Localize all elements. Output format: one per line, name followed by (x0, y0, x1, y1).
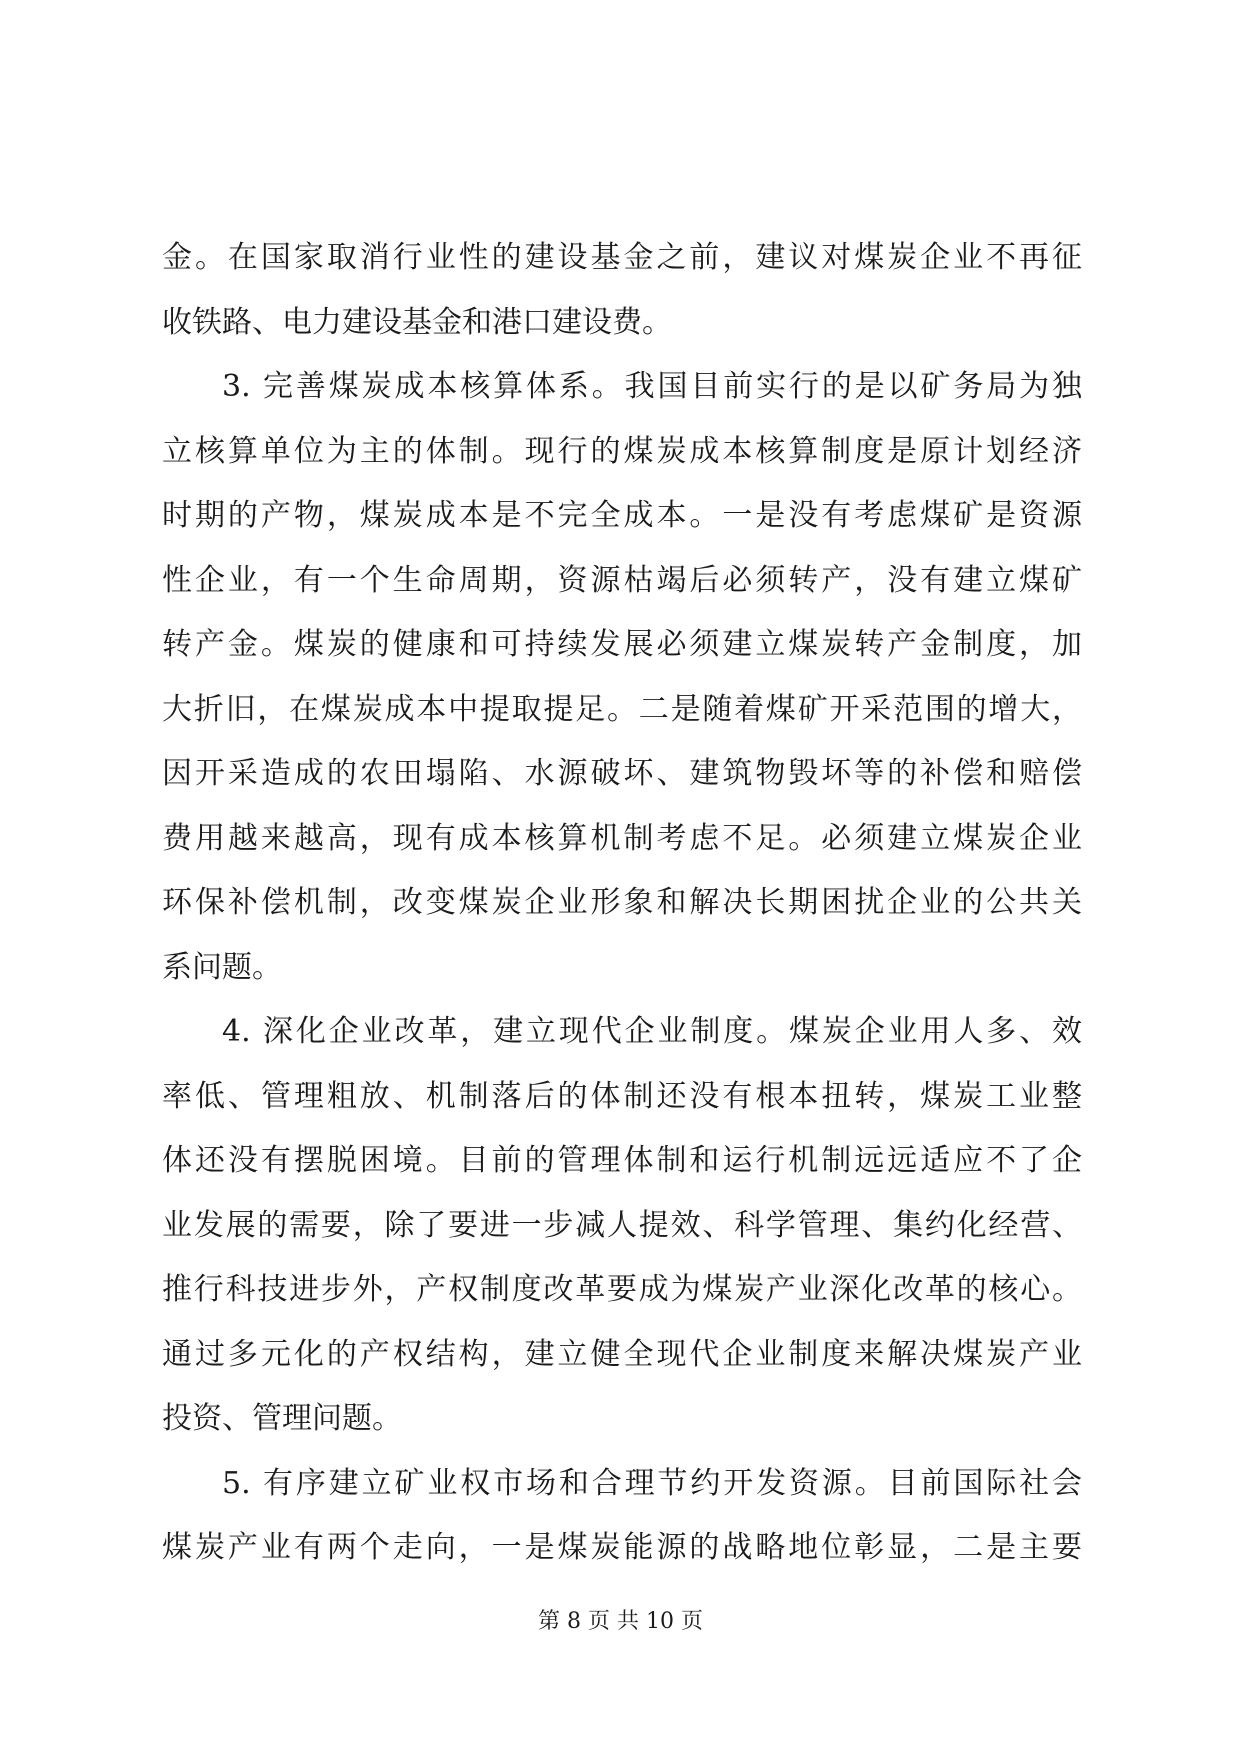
text-line: 5. 有序建立矿业权市场和合理节约开发资源。目前国际社会 (222, 1465, 1082, 1501)
text-line: 立核算单位为主的体制。现行的煤炭成本核算制度是原计划经济 (162, 433, 1082, 469)
page-footer: 第 8 页 共 10 页 (538, 1609, 703, 1634)
text-line: 体还没有摆脱困境。目前的管理体制和运行机制远远适应不了企 (162, 1143, 1082, 1178)
text-line: 投资、管理问题。 (162, 1401, 402, 1436)
text-line: 时期的产物，煤炭成本是不完全成本。一是没有考虑煤矿是资源 (162, 498, 1082, 533)
body-text (162, 226, 1082, 1581)
text-line: 3. 完善煤炭成本核算体系。我国目前实行的是以矿务局为独 (222, 369, 1082, 404)
text-line: 性企业，有一个生命周期，资源枯竭后必须转产，没有建立煤矿 (162, 562, 1082, 598)
text-line: 金。在国家取消行业性的建设基金之前，建议对煤炭企业不再征 (162, 240, 1082, 275)
text-line: 收铁路、电力建设基金和港口建设费。 (162, 304, 672, 340)
text-line: 费用越来越高，现有成本核算机制考虑不足。必须建立煤炭企业 (162, 820, 1082, 856)
text-line: 推行科技进步外，产权制度改革要成为煤炭产业深化改革的核心。 (162, 1272, 1082, 1307)
text-line: 通过多元化的产权结构，建立健全现代企业制度来解决煤炭产业 (162, 1336, 1082, 1372)
text-line: 4. 深化企业改革，建立现代企业制度。煤炭企业用人多、效 (222, 1014, 1082, 1049)
text-line: 因开采造成的农田塌陷、水源破坏、建筑物毁坏等的补偿和赔偿 (162, 756, 1082, 791)
text-line: 煤炭产业有两个走向，一是煤炭能源的战略地位彰显，二是主要 (162, 1530, 1082, 1565)
text-line: 转产金。煤炭的健康和可持续发展必须建立煤炭转产金制度，加 (162, 627, 1082, 662)
text-line: 业发展的需要，除了要进一步减人提效、科学管理、集约化经营、 (162, 1207, 1082, 1243)
text-line: 环保补偿机制，改变煤炭企业形象和解决长期困扰企业的公共关 (162, 885, 1082, 920)
text-line: 系问题。 (162, 949, 282, 985)
text-line: 率低、管理粗放、机制落后的体制还没有根本扭转，煤炭工业整 (162, 1078, 1082, 1114)
text-line: 大折旧，在煤炭成本中提取提足。二是随着煤矿开采范围的增大， (162, 691, 1082, 727)
